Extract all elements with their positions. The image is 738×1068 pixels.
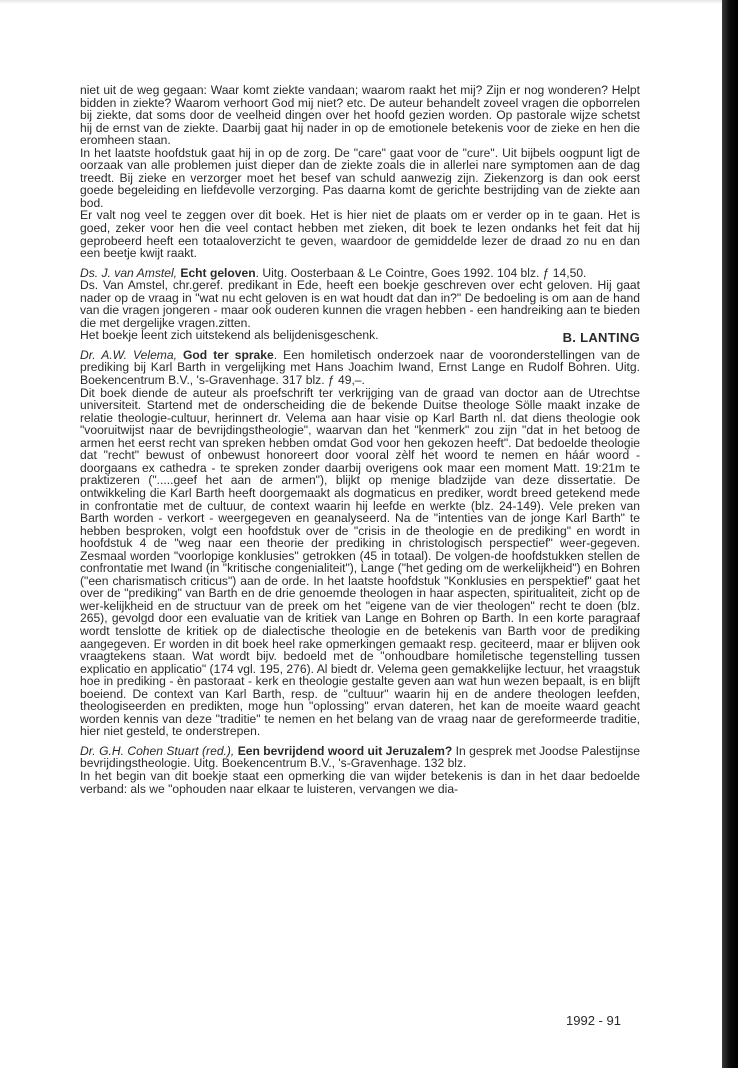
review-2-title: God ter sprake xyxy=(183,347,274,362)
review-1-closing-row xyxy=(80,328,640,346)
review-2-details: . Een homiletisch onderzoek naar de vooronderstellingen van de prediking bij Karl Barth in vergelijking met Hans Joachim Iwand, Ernst Lange en Rudolf Bohren. Uitg. Boekencentrum B.V., 's-Gravenhage. 317 blz. ƒ 49,–. xyxy=(80,347,641,388)
scan-top-shadow xyxy=(0,0,722,4)
review-1-closing: Het boekje leent zich uitstekend als belijdenisgeschenk. xyxy=(80,328,379,343)
page-body xyxy=(80,84,640,795)
continuation-paragraph-1: niet uit de weg gegaan: Waar komt ziekte vandaan; waarom raakt het mij? Zijn er nog wonderen? Helpt bidden in ziekte? Waarom verhoort God mij niet? etc. De auteur behandelt zoveel vragen die opborrelen bij ziekte, dat soms door de veelheid dingen over het hoofd gezien worden. Op pastorale wijze schetst hij de ernst van de ziekte. Daarbij gaat hij nader in op de emotionele betekenis voor de zieke en hen die eromheen staan. xyxy=(80,83,640,148)
review-3-title: Een bevrijdend woord uit Jeruzalem? xyxy=(237,743,453,758)
review-3-heading xyxy=(80,745,640,770)
review-1-details: . Uitg. Oosterbaan & Le Cointre, Goes 1992. 104 blz. ƒ 14,50. xyxy=(255,265,587,280)
review-1-signature: B. LANTING xyxy=(562,330,640,346)
continuation-paragraph-2: In het laatste hoofdstuk gaat hij in op de zorg. De "care" gaat voor de "cure". Uit bijbels oogpunt ligt de oorzaak van alle problemen juist dieper dan de ziekte zoals die in allerlei nare symptomen aan de dag treedt. Bij zieke en verzorger moet het besef van schuld aanwezig zijn. Ziekenzorg is dan ook eerst goede begeleiding en liefdevolle verzorging. Pas daarna komt de gerichte bestrijding van de ziekte aan bod. xyxy=(80,145,640,210)
review-2-author: Dr. A.W. Velema, xyxy=(80,347,177,362)
review-1-author: Ds. J. van Amstel, xyxy=(80,265,177,280)
review-2-heading xyxy=(80,349,640,387)
page-number: 1992 - 91 xyxy=(566,1013,621,1028)
review-2-body: Dit boek diende de auteur als proefschrift ter verkrijging van de graad van doctor aan de Utrechtse universiteit. Startend met de onderscheiding die de bekende Duitse theologe Sölle maakt inzake de relatie theologie-cultuur, herinnert dr. Velema aan haar visie op Karl Barth nl. dat diens theologie ook "vooruitwijst naar de bevrijdingstheologie", waarvan dan het "kenmerk" zou zijn "dat in het betoog de armen het eerst recht van spreken hebben omdat God voor hen gekozen heeft". Dat bedoelde theologie dat "recht" bewust of onbewust honoreert door vooral zèlf het woord te nemen en háár woord - doorgaans ex cathedra - te spreken zonder daarbij overigens ook maar een moment Matt. 19:21m te praktizeren (".....geef het aan de armen"), blijkt op menige bladzijde van deze dissertatie. De ontwikkeling die Karl Barth heeft doorgemaakt als dogmaticus en prediker, wordt breed getekend mede in confrontatie met de cultuur, de context waarin hij leefde en werkte (blz. 24-149). Vele preken van Barth worden - verkort - weergegeven en geanalyseerd. Na de "intenties van de jonge Karl Barth" te hebben besproken, volgt een hoofdstuk over de "crisis in de theologie en de prediking" en wordt in hoofdstuk 4 de "weg naar een theorie der prediking in christologisch perspectief" weer-gegeven. Zesmaal worden "voorlopige konklusies" getrokken (45 in totaal). De volgen-de hoofdstukken stellen de confrontatie met Iwand (in "kritische congenialiteit"), Lange ("het geding om de werkelijkheid") en Bohren ("een charismatisch criticus") aan de orde. In het laatste hoofdstuk "Konklusies en perspektief" gaat het over de "prediking" van Barth en de drie genoemde theologen in haar aspecten, spiritualiteit, zicht op de wer-kelijkheid en de structuur van de preek om het "eigene van de vier theologen" recht te doen (blz. 265), gevolgd door een evaluatie van de kritiek van Lange en Bohren op Barth. In een korte paragraaf wordt tenslotte de kritiek op de dialectische theologie en de betekenis van Barth voor de prediking aangegeven. Er worden in dit boek heel rake opmerkingen gemaakt resp. geciteerd, maar er blijven ook vraagtekens staan. Wat wordt bijv. bedoeld met de "onhoudbare homiletische tegenstelling tussen explicatio en applicatio" (174 vgl. 195, 276). Al biedt dr. Velema geen gemakkelijke lectuur, het vraagstuk hoe in prediking - èn pastoraat - kerk en theologie gestalte geven aan wat hun wezen bepaalt, is en blijft boeiend. De context van Karl Barth, resp. de "cultuur" waarin hij en de andere theologen leefden, theologiseerden en predikten, moge hun "oplossing" ervan dateren, het kan de moeite waard geacht worden kennis van deze "traditie" te nemen en het belang van de vraag naar de gereformeerde traditie, hier niet gesteld, te onderstrepen. xyxy=(80,385,640,739)
review-1-paragraph: Ds. Van Amstel, chr.geref. predikant in Ede, heeft een boekje geschreven over echt geloven. Hij gaat nader op de vraag in "wat nu echt geloven is en wat houdt dat dan in?" De bedoeling is om aan de hand van die vragen jongeren - maar ook ouderen kunnen die vragen hebben - een handreiking aan te bieden die met dergelijke vragen.zitten. xyxy=(80,278,640,330)
review-3-body: In het begin van dit boekje staat een opmerking die van wijder betekenis is dan in het daar bedoelde verband: als we "ophouden naar elkaar te luisteren, vervangen we dia- xyxy=(80,768,640,796)
review-3-author: Dr. G.H. Cohen Stuart (red.), xyxy=(80,743,235,758)
scan-right-edge xyxy=(722,0,738,1068)
continuation-paragraph-3: Er valt nog veel te zeggen over dit boek. Het is hier niet de plaats om er verder op in te gaan. Het is goed, zeker voor hen die veel contact hebben met zieken, dit boek te lezen ondanks het feit dat hij geprobeerd heeft een totaaloverzicht te geven, waardoor de gemiddelde lezer de draad zo nu en dan een beetje kwijt raakt. xyxy=(80,208,640,261)
review-1-title: Echt geloven xyxy=(180,265,256,280)
review-3-details: In gesprek met Joodse Palestijnse bevrijdingstheologie. Uitg. Boekencentrum B.V., 's-Gravenhage. 132 blz. xyxy=(80,743,640,771)
